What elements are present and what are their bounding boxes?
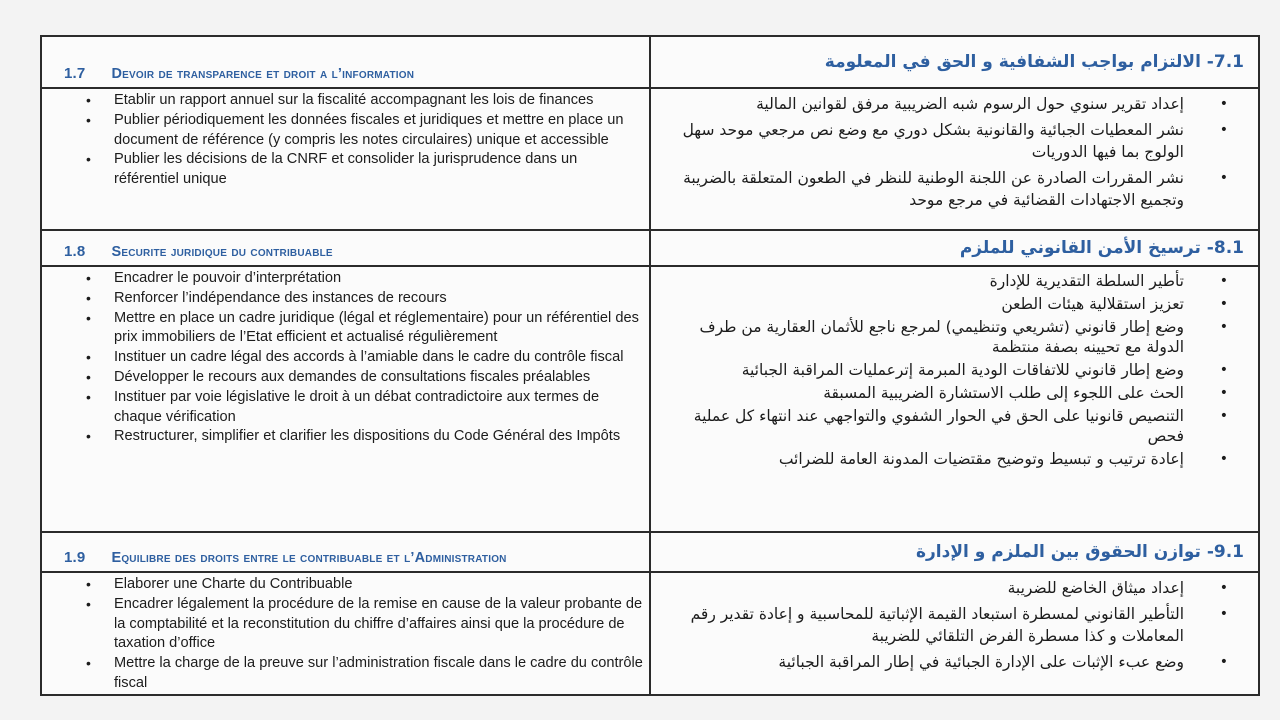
ar-section-body — [650, 88, 1259, 230]
ar-list-item: • التنصيص قانونيا على الحق في الحوار الشفوي والتواجهي عند انتهاء كل عملية فحص — [661, 406, 1208, 446]
fr-section-title: Securite juridique du contribuable — [111, 244, 333, 260]
fr-list-item: • Mettre en place un cadre juridique (légal et réglementaire) pour un référentiel des prix immobiliers de l’Etat efficient et actualisé régulièrement — [86, 309, 643, 349]
section-body-row — [41, 88, 1259, 230]
ar-list-item: • إعداد تقرير سنوي حول الرسوم شبه الضريبية مرفق لقوانين المالية — [661, 93, 1208, 115]
ar-item-list — [651, 267, 1258, 469]
ar-section-header — [650, 36, 1259, 88]
fr-section-number: 1.7 — [64, 65, 86, 82]
fr-list-item: • Encadrer le pouvoir d’interprétation — [86, 269, 643, 289]
section-body-row — [41, 572, 1259, 695]
fr-list-item: • Elaborer une Charte du Contribuable — [86, 575, 643, 595]
ar-list-item: • وضع إطار قانوني للاتفاقات الودية المبرمة إترعمليات المراقبة الجبائية — [661, 360, 1208, 380]
fr-list-item: • Développer le recours aux demandes de consultations fiscales préalables — [86, 368, 643, 388]
bilingual-table — [40, 35, 1260, 696]
fr-item-list — [42, 89, 649, 190]
ar-list-item: • وضع إطار قانوني (تشريعي وتنظيمي) لمرجع ناجع للأثمان العقارية من طرف الدولة مع تحيينه بصفة منتظمة — [661, 317, 1208, 357]
fr-section-title: Devoir de transparence et droit a l’information — [111, 66, 415, 82]
section-body-row — [41, 266, 1259, 532]
ar-section-title: 7.1- الالتزام بواجب الشفافية و الحق في المعلومة — [824, 52, 1244, 72]
ar-section-body — [650, 572, 1259, 695]
section-header-row — [41, 532, 1259, 572]
ar-item-list — [651, 573, 1258, 673]
fr-list-item: • Renforcer l’indépendance des instances de recours — [86, 289, 643, 309]
fr-list-item: • Restructurer, simplifier et clarifier les dispositions du Code Général des Impôts — [86, 427, 643, 447]
fr-list-item: • Publier les décisions de la CNRF et consolider la jurisprudence dans un référentiel unique — [86, 150, 643, 190]
ar-list-item: • تعزيز استقلالية هيئات الطعن — [661, 294, 1208, 314]
ar-section-body — [650, 266, 1259, 532]
ar-list-item: • وضع عبء الإثبات على الإدارة الجبائية في إطار المراقبة الجبائية — [661, 651, 1208, 673]
section-header-row — [41, 36, 1259, 88]
ar-list-item: • نشر المقررات الصادرة عن اللجنة الوطنية للنظر في الطعون المتعلقة بالضريبة وتجميع الاجتهادات القضائية في مرجع موحد — [661, 167, 1208, 211]
fr-section-header — [41, 230, 650, 266]
fr-section-number: 1.9 — [64, 549, 86, 566]
fr-list-item: • Instituer par voie législative le droit à un débat contradictoire aux termes de chaque vérification — [86, 388, 643, 428]
ar-list-item: • الحث على اللجوء إلى طلب الاستشارة الضريبية المسبقة — [661, 383, 1208, 403]
fr-section-header — [41, 532, 650, 572]
ar-list-item: • التأطير القانوني لمسطرة استبعاد القيمة الإثباتية للمحاسبية و إعادة تقدير رقم المعاملات و كذا مسطرة الفرض التلقائي للضريبة — [661, 603, 1208, 647]
fr-item-list — [42, 267, 649, 447]
ar-section-header — [650, 532, 1259, 572]
ar-item-list — [651, 89, 1258, 211]
section-header-row — [41, 230, 1259, 266]
ar-list-item: • نشر المعطيات الجبائية والقانونية بشكل دوري مع وضع نص مرجعي موحد سهل الولوج بما فيها الدوريات — [661, 119, 1208, 163]
fr-section-title: Equilibre des droits entre le contribuable et l’Administration — [111, 550, 507, 566]
fr-list-item: • Publier périodiquement les données fiscales et juridiques et mettre en place un document de référence (y compris les notes circulaires) unique et accessible — [86, 111, 643, 151]
fr-list-item: • Instituer un cadre légal des accords à l’amiable dans le cadre du contrôle fiscal — [86, 348, 643, 368]
fr-section-body — [41, 572, 650, 695]
fr-list-item: • Etablir un rapport annuel sur la fiscalité accompagnant les lois de finances — [86, 91, 643, 111]
ar-list-item: • إعداد ميثاق الخاضع للضريبة — [661, 577, 1208, 599]
ar-section-title: 9.1- توازن الحقوق بين الملزم و الإدارة — [915, 542, 1244, 562]
ar-list-item: • تأطير السلطة التقديرية للإدارة — [661, 271, 1208, 291]
fr-item-list — [42, 573, 649, 694]
fr-section-header — [41, 36, 650, 88]
fr-section-body — [41, 266, 650, 532]
ar-list-item: • إعادة ترتيب و تبسيط وتوضيح مقتضيات المدونة العامة للضرائب — [661, 449, 1208, 469]
ar-section-header — [650, 230, 1259, 266]
ar-section-title: 8.1- ترسيخ الأمن القانوني للملزم — [959, 238, 1244, 258]
fr-list-item: • Mettre la charge de la preuve sur l’administration fiscale dans le cadre du contrôle fiscal — [86, 654, 643, 694]
fr-section-body — [41, 88, 650, 230]
fr-list-item: • Encadrer légalement la procédure de la remise en cause de la valeur probante de la comptabilité et la reconstitution du chiffre d’affaires ainsi que la procédure de taxation d’office — [86, 595, 643, 654]
fr-section-number: 1.8 — [64, 243, 86, 260]
